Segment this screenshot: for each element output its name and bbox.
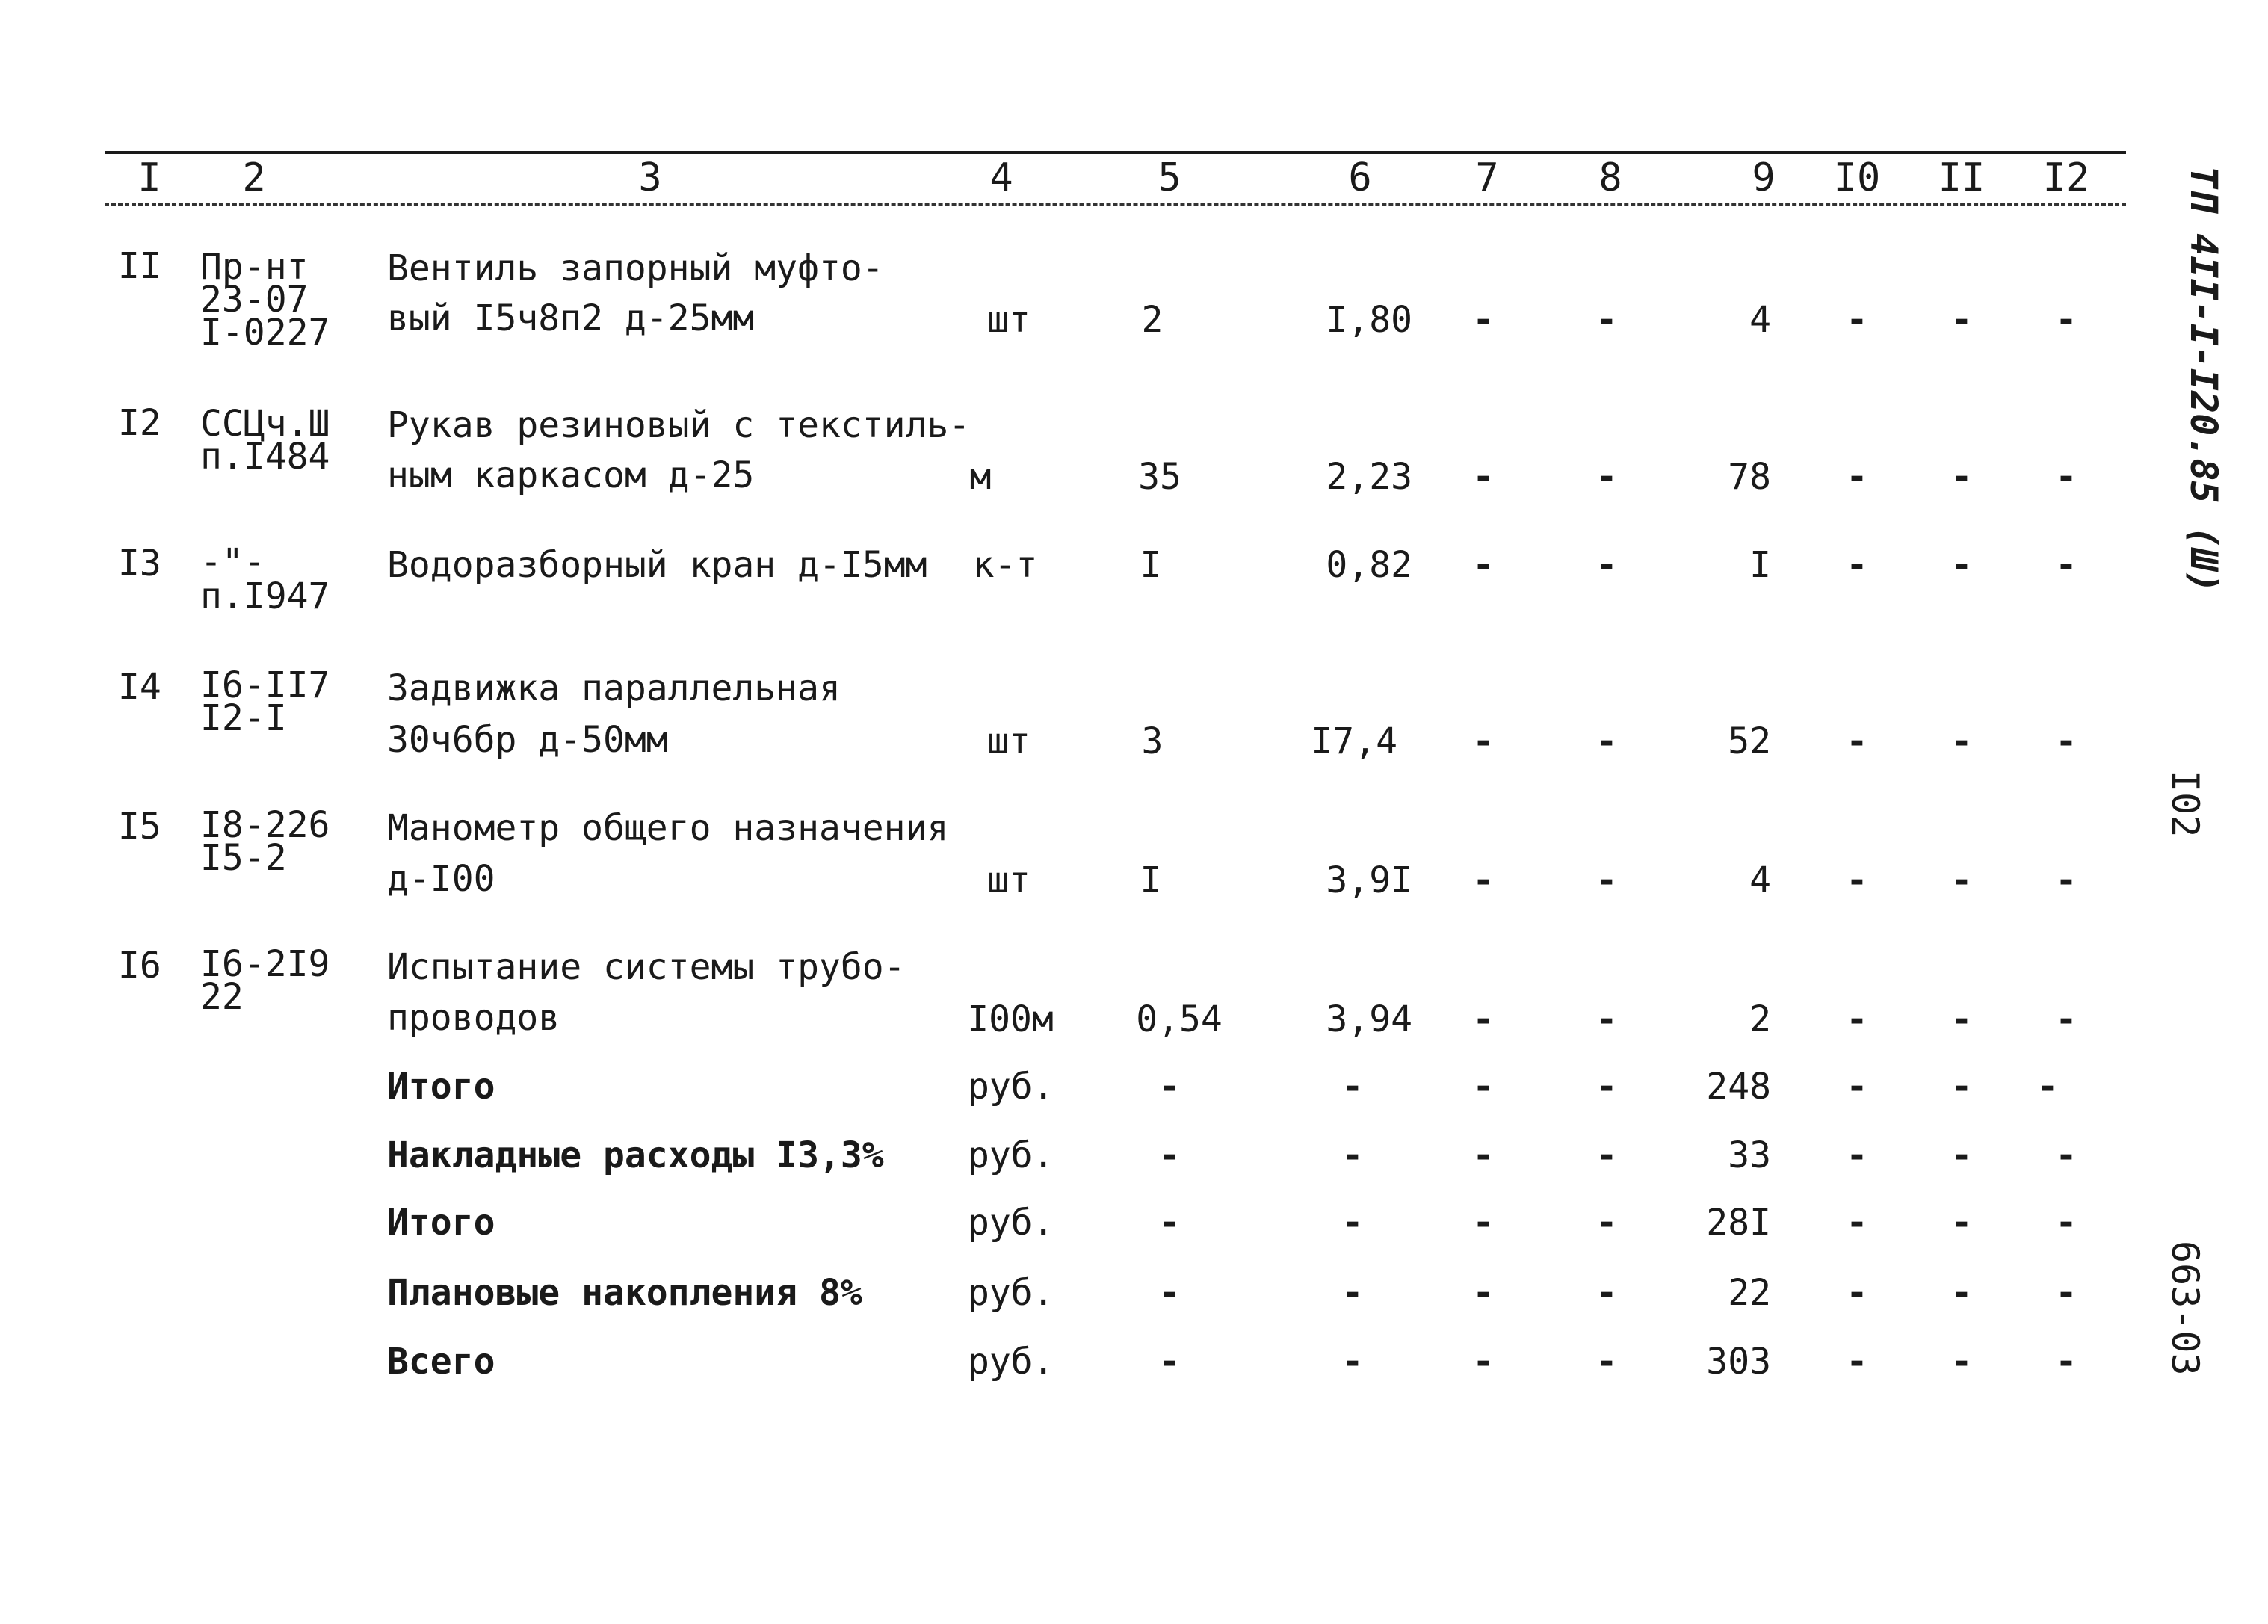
totals-col-11: - (1950, 1134, 1973, 1176)
row-quantity: 0,54 (1136, 998, 1223, 1040)
totals-col-10: - (1846, 1066, 1868, 1108)
totals-unit: руб. (968, 1066, 1054, 1108)
row-name-line: ным каркасом д-25 (387, 454, 755, 496)
header-col-3: 3 (638, 155, 662, 200)
row-total: 52 (1728, 720, 1771, 762)
row-unit: м (969, 456, 992, 498)
row-col-8: - (1595, 859, 1618, 901)
row-col-7: - (1472, 299, 1495, 341)
totals-col-12: - (2055, 1202, 2077, 1244)
row-code-line: п.I947 (200, 575, 330, 617)
totals-qty: - (1158, 1134, 1181, 1176)
row-unit: шт (987, 299, 1031, 341)
row-col-11: - (1950, 720, 1973, 762)
row-col-8: - (1595, 998, 1618, 1040)
totals-label: Итого (387, 1202, 495, 1244)
row-col-11: - (1950, 456, 1973, 498)
totals-col-7: - (1472, 1202, 1495, 1244)
row-total: 4 (1749, 299, 1771, 341)
row-name-line: вый I5ч8п2 д-25мм (387, 297, 755, 339)
totals-price: - (1341, 1341, 1364, 1383)
totals-col-11: - (1950, 1272, 1973, 1314)
totals-col-12: - (2055, 1341, 2077, 1383)
row-total: 78 (1728, 456, 1771, 498)
row-col-12: - (2055, 299, 2077, 341)
totals-col-12: - (2036, 1066, 2059, 1108)
totals-col-10: - (1846, 1202, 1868, 1244)
totals-col-11: - (1950, 1066, 1973, 1108)
row-col-11: - (1950, 299, 1973, 341)
row-number: I3 (118, 543, 161, 584)
totals-col-10: - (1846, 1341, 1868, 1383)
row-col-8: - (1595, 456, 1618, 498)
totals-col-11: - (1950, 1341, 1973, 1383)
totals-amount: 33 (1728, 1134, 1771, 1176)
row-quantity: I (1140, 859, 1162, 901)
totals-price: - (1341, 1202, 1364, 1244)
totals-price: - (1341, 1272, 1364, 1314)
row-unit-price: 3,9I (1326, 859, 1412, 901)
totals-col-7: - (1472, 1272, 1495, 1314)
row-col-11: - (1950, 544, 1973, 586)
row-name-line: Манометр общего назначения (387, 807, 949, 849)
header-col-2: 2 (242, 155, 266, 200)
totals-qty: - (1158, 1202, 1181, 1244)
row-name-line: Испытание системы трубо- (387, 946, 906, 988)
row-unit: I00м (967, 998, 1054, 1040)
page-number: I02 (2163, 770, 2207, 838)
totals-col-8: - (1595, 1134, 1618, 1176)
row-name-line: Водоразборный кран д-I5мм (387, 544, 927, 586)
totals-col-8: - (1595, 1272, 1618, 1314)
row-unit-price: I7,4 (1311, 720, 1397, 762)
row-unit: к-т (972, 544, 1038, 586)
row-col-11: - (1950, 859, 1973, 901)
row-col-7: - (1472, 544, 1495, 586)
totals-col-12: - (2055, 1134, 2077, 1176)
totals-col-10: - (1846, 1134, 1868, 1176)
totals-amount: 303 (1706, 1341, 1771, 1383)
row-unit-price: 3,94 (1326, 998, 1412, 1040)
header-rule (105, 203, 2126, 206)
header-col-7: 7 (1475, 155, 1499, 200)
row-code-line: п.I484 (200, 436, 330, 478)
row-col-10: - (1846, 544, 1868, 586)
totals-col-11: - (1950, 1202, 1973, 1244)
row-col-12: - (2055, 720, 2077, 762)
row-unit: шт (987, 720, 1031, 762)
totals-qty: - (1158, 1341, 1181, 1383)
row-unit-price: 0,82 (1326, 544, 1412, 586)
row-quantity: 2 (1141, 299, 1164, 341)
totals-col-7: - (1472, 1066, 1495, 1108)
row-quantity: I (1140, 544, 1162, 586)
row-col-7: - (1472, 720, 1495, 762)
row-name-line: проводов (387, 997, 560, 1039)
row-number: I4 (118, 666, 161, 708)
totals-unit: руб. (968, 1272, 1054, 1314)
totals-unit: руб. (968, 1341, 1054, 1383)
row-name-line: Задвижка параллельная (387, 667, 841, 709)
totals-col-7: - (1472, 1341, 1495, 1383)
row-col-11: - (1950, 998, 1973, 1040)
totals-amount: 28I (1706, 1202, 1771, 1244)
row-unit: шт (987, 859, 1031, 901)
row-col-8: - (1595, 544, 1618, 586)
totals-col-8: - (1595, 1202, 1618, 1244)
row-code-line: Пр-нт (200, 246, 309, 288)
row-total: 2 (1749, 998, 1771, 1040)
totals-label: Плановые накопления 8% (387, 1272, 862, 1314)
totals-label: Итого (387, 1066, 495, 1108)
album-code-label: 663-03 (2163, 1241, 2207, 1376)
row-code-line: I6-II7 (200, 664, 330, 706)
row-col-10: - (1846, 299, 1868, 341)
row-code-line: I8-226 (200, 804, 330, 846)
row-unit-price: 2,23 (1326, 456, 1412, 498)
row-number: II (118, 245, 161, 287)
row-number: I6 (118, 945, 161, 987)
row-col-10: - (1846, 859, 1868, 901)
totals-price: - (1341, 1066, 1364, 1108)
totals-col-7: - (1472, 1134, 1495, 1176)
totals-unit: руб. (968, 1202, 1054, 1244)
row-code-line: 23-07 (200, 279, 309, 321)
totals-qty: - (1158, 1272, 1181, 1314)
header-col-4: 4 (989, 155, 1013, 200)
row-name-line: 30ч6бр д-50мм (387, 719, 668, 761)
row-code-line: I2-I (200, 697, 287, 739)
top-rule (105, 151, 2126, 154)
header-col-6: 6 (1348, 155, 1372, 200)
totals-col-10: - (1846, 1272, 1868, 1314)
header-col-10: I0 (1833, 155, 1881, 200)
row-quantity: 35 (1138, 456, 1181, 498)
row-col-7: - (1472, 998, 1495, 1040)
totals-amount: 248 (1706, 1066, 1771, 1108)
row-col-10: - (1846, 720, 1868, 762)
row-col-8: - (1595, 720, 1618, 762)
totals-price: - (1341, 1134, 1364, 1176)
totals-col-8: - (1595, 1066, 1618, 1108)
row-col-7: - (1472, 456, 1495, 498)
row-quantity: 3 (1141, 720, 1164, 762)
totals-label: Накладные расходы I3,3% (387, 1134, 884, 1176)
row-code-line: I-0227 (200, 312, 330, 353)
row-code-line: I6-2I9 (200, 943, 330, 985)
row-name-line: Рукав резиновый с текстиль- (387, 404, 971, 446)
row-code-line: 22 (200, 976, 244, 1018)
row-col-10: - (1846, 998, 1868, 1040)
totals-amount: 22 (1728, 1272, 1771, 1314)
row-col-7: - (1472, 859, 1495, 901)
totals-col-8: - (1595, 1341, 1618, 1383)
row-name-line: д-I00 (387, 858, 495, 900)
header-col-11: II (1938, 155, 1986, 200)
row-number: I5 (118, 806, 161, 847)
row-col-12: - (2055, 456, 2077, 498)
header-col-5: 5 (1158, 155, 1181, 200)
totals-col-12: - (2055, 1272, 2077, 1314)
row-total: I (1749, 544, 1771, 586)
row-code-line: -"- (200, 541, 265, 583)
row-code-line: I5-2 (200, 837, 287, 879)
row-col-8: - (1595, 299, 1618, 341)
header-col-8: 8 (1598, 155, 1622, 200)
row-code-line: ССЦч.Ш (200, 403, 330, 445)
row-total: 4 (1749, 859, 1771, 901)
row-unit-price: I,80 (1326, 299, 1412, 341)
row-name-line: Вентиль запорный муфто- (387, 247, 884, 289)
totals-label: Всего (387, 1341, 495, 1383)
row-col-12: - (2055, 998, 2077, 1040)
row-col-10: - (1846, 456, 1868, 498)
totals-unit: руб. (968, 1134, 1054, 1176)
header-col-12: I2 (2042, 155, 2090, 200)
project-code-label: ТП 4II-I-I20.85 (Ш) (2182, 166, 2225, 593)
row-col-12: - (2055, 859, 2077, 901)
header-col-1: I (137, 155, 161, 200)
row-number: I2 (118, 402, 161, 444)
totals-qty: - (1158, 1066, 1181, 1108)
header-col-9: 9 (1752, 155, 1776, 200)
row-col-12: - (2055, 544, 2077, 586)
